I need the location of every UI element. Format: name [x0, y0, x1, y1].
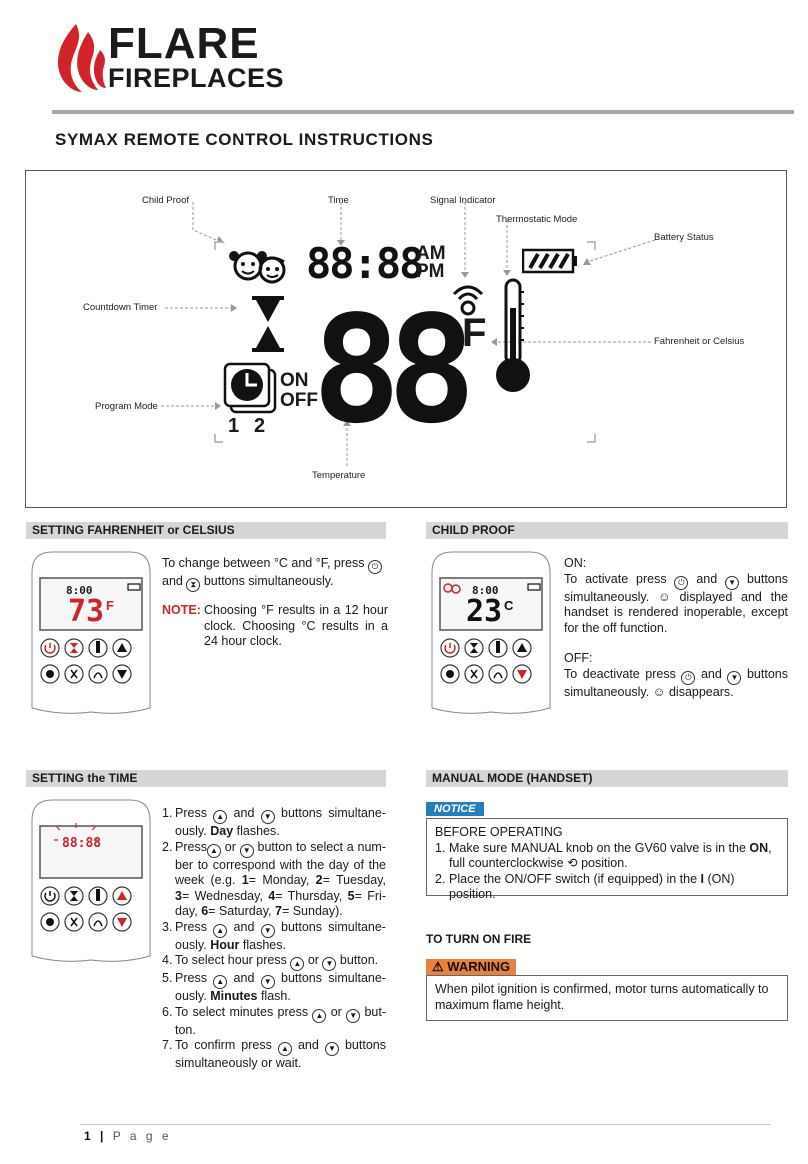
child-proof-on-label: ON: [564, 556, 587, 570]
label-time: Time [328, 195, 349, 206]
fahrenheit-instructions [162, 556, 388, 592]
thermostatic-mode-icon [492, 278, 534, 394]
child-proof-off-text-a: To deactivate press [564, 666, 676, 681]
warning-text: When pilot ignition is confirmed, motor turns automatically to maximum flame height. [435, 982, 769, 1012]
child-proof-icon: ☺ [652, 684, 666, 699]
notice-box: BEFORE OPERATING 1. Make sure MANUAL knob on the GV60 valve is in the ON, full counterclockwise ⟲ position. 2. Place the ON/OFF switch (if equipped) in the I (ON) position. [426, 818, 788, 896]
fahrenheit-text-c: buttons simultaneously. [203, 574, 334, 588]
child-proof-on-text-a: To activate press [564, 571, 667, 586]
child-proof-on-text-d: displayed and the handset is rendered inoperable, except for the off function. [564, 589, 788, 635]
footer-divider [80, 1124, 770, 1125]
lcd-temperature: 88 [312, 284, 463, 456]
notice-badge: NOTICE [426, 802, 484, 816]
battery-status-icon [522, 248, 578, 274]
child-proof-on-text-b: and [696, 571, 718, 586]
fahrenheit-screen-time: 8:00 [66, 584, 93, 597]
list-item: 5. Press ▲ and ▼ buttons simultane-ously. Minutes flash. [162, 971, 386, 1003]
label-thermostatic: Thermostatic Mode [496, 214, 578, 225]
child-proof-off-text-d: disappears. [668, 684, 734, 699]
label-battery: Battery Status [654, 232, 714, 243]
child-proof-off-text-b: and [700, 666, 722, 681]
notice-title: BEFORE OPERATING [435, 825, 563, 839]
brand-name: FLARE [108, 19, 260, 68]
fahrenheit-text-b: and [162, 574, 183, 588]
label-fahrenheit: Fahrenheit or Celsius [654, 336, 745, 347]
header-divider [52, 110, 794, 114]
list-item: 7. To confirm press ▲ and ▼ buttons simultaneously or wait. [162, 1038, 386, 1070]
page-label: P a g e [112, 1129, 172, 1143]
list-item: 4. To select hour press ▲ or ▼ button. [162, 953, 386, 971]
list-item: 3. Press ▲ and ▼ buttons simultane-ously. Hour flashes. [162, 919, 386, 952]
timer-icon: ⧗ [186, 578, 200, 592]
child-proof-screen-unit: C [504, 598, 514, 613]
remote-illustration [426, 548, 556, 718]
section-header-child-proof: CHILD PROOF [426, 522, 788, 539]
turn-on-fire-heading: TO TURN ON FIRE [426, 932, 532, 946]
down-arrow-icon: ▼ [725, 576, 739, 590]
warning-icon: ⚠ [432, 959, 444, 974]
label-temperature: Temperature [312, 470, 366, 481]
lcd-on: ON [280, 370, 309, 391]
warning-box [426, 975, 788, 1021]
lcd-pm: PM [416, 261, 445, 282]
lcd-program-1: 1 [228, 415, 240, 437]
lcd-unit: F [462, 311, 487, 355]
fahrenheit-text-a: To change between °C and °F, press [162, 556, 365, 570]
fahrenheit-screen-unit: F [106, 598, 114, 613]
power-icon: ⏻ [681, 671, 695, 685]
label-signal: Signal Indicator [430, 195, 496, 206]
remote-illustration [26, 796, 156, 966]
remote-illustration [26, 548, 156, 718]
child-proof-off-label: OFF: [564, 651, 593, 665]
program-mode-icon [222, 362, 278, 414]
fahrenheit-screen-temp: 73 [68, 594, 105, 629]
page-footer [84, 1129, 172, 1143]
note-text: Choosing °F results in a 12 hour clock. Choosing °C results in a 24 hour clock. [204, 603, 388, 648]
time-steps [162, 806, 386, 1072]
power-icon: ⏻ [674, 576, 688, 590]
section-header-manual: MANUAL MODE (HANDSET) [426, 770, 788, 787]
counterclockwise-icon: ⟲ [567, 856, 578, 870]
page-number: 1 [84, 1129, 94, 1143]
warning-badge: ⚠ WARNING [426, 959, 516, 975]
child-proof-screen-temp: 23 [466, 594, 503, 629]
lcd-program-2: 2 [254, 415, 266, 437]
child-proof-icon: ☺ [657, 589, 671, 604]
label-program: Program Mode [95, 401, 158, 412]
countdown-timer-icon [250, 294, 286, 354]
section-header-fahrenheit: SETTING FAHRENHEIT or CELSIUS [26, 522, 386, 539]
list-item: 2. Press ▲ or ▼ button to select a num-ber to correspond with the day of the week (e.g. 1= Monday, 2= Tuesday, 3= Wednesday, 4= Thursday, 5= Fri-day, 6= Saturday, 7= Sunday). [162, 839, 386, 918]
footer-separator: | [100, 1129, 107, 1143]
child-proof-instructions [564, 556, 788, 700]
section-header-time: SETTING the TIME [26, 770, 386, 787]
time-screen-clock: 88:88 [62, 836, 102, 851]
page-title: SYMAX REMOTE CONTROL INSTRUCTIONS [55, 130, 434, 149]
label-child-proof: Child Proof [142, 195, 189, 206]
child-proof-on-text-c: buttons simultaneously. [564, 571, 788, 604]
lcd-clock: 88:88 [306, 239, 423, 288]
list-item: 1. Press ▲ and ▼ buttons simultane-ously. Day flashes. [162, 806, 386, 838]
child-proof-icon [228, 244, 298, 288]
note-label: NOTE: [162, 603, 201, 617]
lcd-am: AM [416, 243, 446, 264]
power-icon: ⏻ [368, 560, 382, 574]
label-countdown: Countdown Timer [83, 302, 158, 313]
child-proof-screen-time: 8:00 [472, 584, 499, 597]
list-item: 6. To select minutes press ▲ or ▼ but-ton. [162, 1004, 387, 1037]
child-proof-off-text-c: buttons simultaneously. [564, 666, 788, 699]
lcd-off: OFF [280, 390, 318, 411]
brand-subname: FIREPLACES [108, 63, 285, 93]
flame-logo-icon [52, 22, 108, 94]
down-arrow-icon: ▼ [727, 671, 741, 685]
